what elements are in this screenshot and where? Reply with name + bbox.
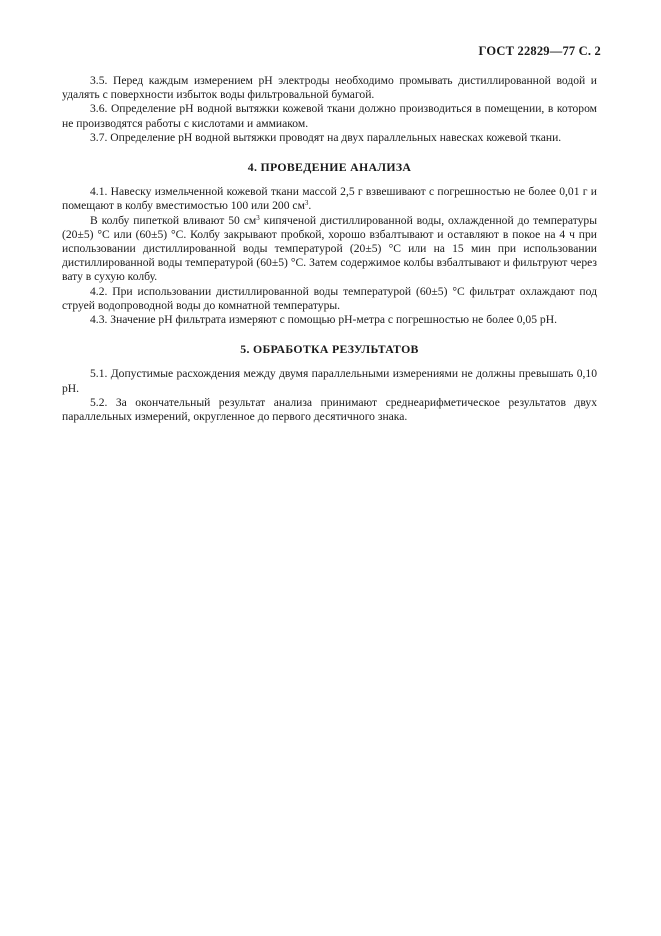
paragraph-5-2: 5.2. За окончательный результат анализа принимают среднеарифметическое результатов двух параллельных измерений, округленное до первого десятичного знака.	[62, 395, 597, 424]
document-body	[62, 74, 597, 424]
paragraph-4-1b-rest: кипяченой дистиллированной воды, охлажденной до температуры (20±5) °С или (60±5) °С. Колбу закрывают пробкой, хорошо взбалтывают и оставляют в покое на 4 ч при использовании дистиллированной воды температурой (20±5) °С или на 15 мин при использовании дистиллированной воды температурой (60±5) °С. Затем содержимое колбы взбалтывают и фильтруют через вату в сухую колбу.	[62, 213, 597, 284]
paragraph-3-6: 3.6. Определение рН водной вытяжки кожевой ткани должно производиться в помещении, в котором не производятся работы с кислотами и аммиаком.	[62, 102, 597, 130]
cubic-superscript: 3	[256, 213, 260, 222]
running-header: ГОСТ 22829—77 С. 2	[478, 44, 601, 58]
paragraph-4-3: 4.3. Значение рН фильтрата измеряют с помощью рН-метра с погрешностью не более 0,05 рН.	[90, 313, 557, 327]
section-5-heading: 5. ОБРАБОТКА РЕЗУЛЬТАТОВ	[240, 342, 419, 357]
paragraph-4-1-text: 4.1. Навеску измельченной кожевой ткани массой 2,5 г взвешивают с погрешностью не более 0,01 г и помещают в колбу вместимостью 100 или 200 см	[62, 185, 597, 213]
paragraph-4-1-continued	[62, 214, 597, 285]
paragraph-4-1b-start: В колбу пипеткой вливают 50 см	[90, 213, 257, 227]
paragraph-3-5: 3.5. Перед каждым измерением рН электроды необходимо промывать дистиллированной водой и удалять с поверхности избыток воды фильтровальной бумагой.	[62, 74, 597, 102]
paragraph-4-2: 4.2. При использовании дистиллированной воды температурой (60±5) °С фильтрат охлаждают под струей водопроводной воды до комнатной температуры.	[62, 284, 597, 312]
paragraph-4-1	[62, 185, 597, 213]
paragraph-5-1: 5.1. Допустимые расхождения между двумя параллельными измерениями не должны превышать 0,10 рН.	[62, 367, 597, 395]
paragraph-3-7: 3.7. Определение рН водной вытяжки проводят на двух параллельных навесках кожевой ткани.	[90, 130, 562, 144]
paragraph-4-1-end: .	[308, 199, 312, 213]
cubic-superscript: 3	[304, 199, 309, 208]
section-4-heading: 4. ПРОВЕДЕНИЕ АНАЛИЗА	[247, 160, 412, 175]
